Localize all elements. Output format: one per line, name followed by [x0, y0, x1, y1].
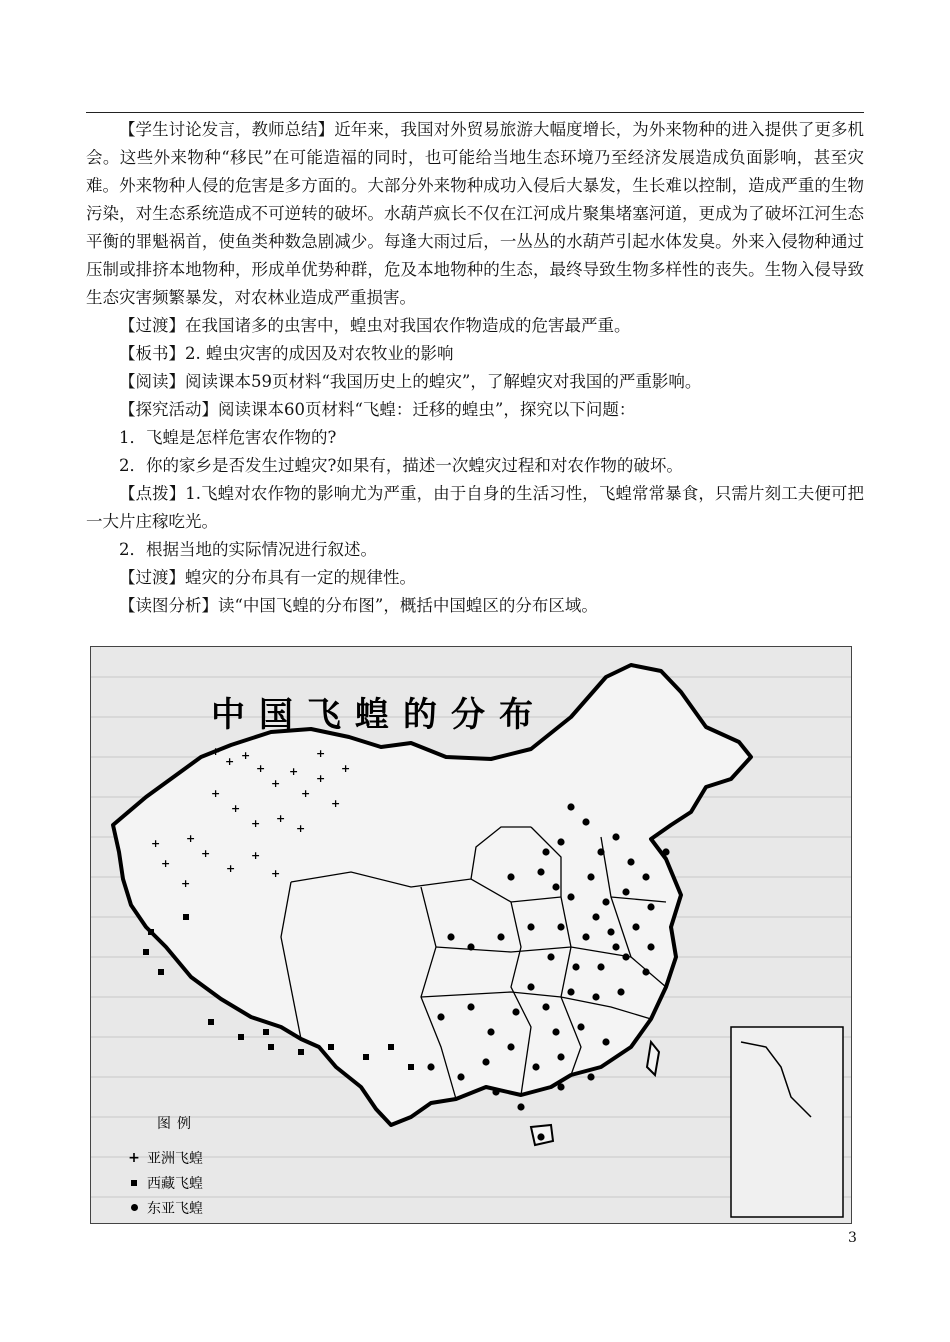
dot-marker	[597, 963, 604, 970]
dot-marker	[567, 893, 574, 900]
square-marker	[208, 1019, 214, 1025]
cross-marker: +	[331, 797, 341, 810]
square-marker	[238, 1034, 244, 1040]
paragraph-activity: 【探究活动】阅读课本60页材料“飞蝗：迁移的蝗虫”，探究以下问题：	[119, 400, 636, 419]
cross-icon: +	[128, 1149, 140, 1166]
square-marker	[388, 1044, 394, 1050]
taiwan-island	[647, 1042, 659, 1075]
paragraph-hint: 【点拨】1.飞蝗对农作物的影响尤为严重，由于自身的生活习性，飞蝗常常暴食，只需片刻工夫便可把一大片庄稼吃光。	[86, 484, 864, 531]
cross-marker: +	[201, 847, 211, 860]
paragraph-reading: 【阅读】阅读课本59页材料“我国历史上的蝗灾”，了解蝗灾对我国的严重影响。	[119, 372, 702, 391]
legend-label: 亚洲飞蝗	[147, 1150, 203, 1167]
dot-marker	[642, 968, 649, 975]
dot-marker	[552, 1028, 559, 1035]
dot-marker	[542, 848, 549, 855]
legend-title: 图例	[157, 1116, 197, 1132]
dot-marker	[597, 848, 604, 855]
body-text	[86, 116, 864, 620]
cross-marker: +	[316, 747, 326, 760]
dot-marker	[552, 883, 559, 890]
dot-marker	[617, 988, 624, 995]
square-marker	[363, 1054, 369, 1060]
cross-marker: +	[186, 832, 196, 845]
square-marker	[298, 1049, 304, 1055]
header-rule	[86, 112, 864, 113]
square-marker	[408, 1064, 414, 1070]
dot-marker	[487, 1028, 494, 1035]
dot-marker	[482, 1058, 489, 1065]
dot-marker	[632, 923, 639, 930]
cross-marker: +	[296, 822, 306, 835]
dot-marker	[447, 933, 454, 940]
cross-marker: +	[231, 802, 241, 815]
dot-marker	[587, 873, 594, 880]
square-marker	[148, 929, 154, 935]
dot-marker	[622, 888, 629, 895]
dot-marker	[557, 1083, 564, 1090]
cross-marker: +	[251, 817, 261, 830]
square-marker	[158, 969, 164, 975]
dot-marker	[457, 1073, 464, 1080]
dot-marker	[527, 923, 534, 930]
cross-marker: +	[211, 787, 221, 800]
dot-marker	[542, 1003, 549, 1010]
page-number: 3	[848, 1230, 857, 1246]
dot-marker	[602, 1038, 609, 1045]
dot-marker	[547, 953, 554, 960]
dot-marker	[557, 1053, 564, 1060]
dot-marker	[662, 848, 669, 855]
cross-marker: +	[181, 877, 191, 890]
dot-marker	[622, 953, 629, 960]
dot-marker	[602, 898, 609, 905]
cross-marker: +	[271, 777, 281, 790]
dot-marker	[647, 943, 654, 950]
map-title: 中国飞蝗的分布	[211, 695, 547, 735]
question-1: 1．飞蝗是怎样危害农作物的?	[119, 428, 337, 447]
cross-marker: +	[341, 762, 351, 775]
dot-marker	[557, 923, 564, 930]
dot-marker	[532, 1063, 539, 1070]
cross-marker: +	[151, 837, 161, 850]
question-2: 2．你的家乡是否发生过蝗灾?如果有，描述一次蝗灾过程和对农作物的破坏。	[119, 456, 683, 475]
legend-label: 西藏飞蝗	[147, 1175, 203, 1192]
dot-marker	[507, 1043, 514, 1050]
cross-marker: +	[316, 772, 326, 785]
cross-marker: +	[241, 749, 251, 762]
dot-marker	[592, 993, 599, 1000]
dot-marker	[537, 868, 544, 875]
dot-marker	[592, 913, 599, 920]
dot-marker	[642, 873, 649, 880]
cross-marker: +	[226, 862, 236, 875]
paragraph-board: 【板书】2. 蝗虫灾害的成因及对农牧业的影响	[119, 344, 454, 363]
dot-marker	[567, 988, 574, 995]
dot-marker	[517, 1103, 524, 1110]
dot-marker	[567, 803, 574, 810]
dot-marker	[607, 928, 614, 935]
paragraph-transition-2: 【过渡】蝗灾的分布具有一定的规律性。	[119, 568, 416, 587]
dot-marker	[582, 818, 589, 825]
map-legend	[121, 1113, 203, 1220]
legend-item-east-asian-locust	[121, 1195, 203, 1220]
dot-marker	[467, 1003, 474, 1010]
paragraph-map-analysis: 【读图分析】读“中国飞蝗的分布图”，概括中国蝗区的分布区域。	[119, 596, 598, 615]
dot-marker	[612, 943, 619, 950]
dot-marker	[612, 833, 619, 840]
dot-marker	[537, 1133, 544, 1140]
square-marker	[268, 1044, 274, 1050]
dot-marker	[497, 933, 504, 940]
square-icon	[121, 1180, 147, 1186]
dot-icon	[121, 1204, 147, 1211]
paragraph-summary: 【学生讨论发言，教师总结】近年来，我国对外贸易旅游大幅度增长，为外来物种的进入提供了更多机会。这些外来物种“移民”在可能造福的同时，也可能给当地生态环境乃至经济发展造成负面影响，甚至灾难。外来物种人侵的危害是多方面的。大部分外来物种成功入侵后大暴发，生长难以控制，造成严重的生物污染，对生态系统造成不可逆转的破坏。水葫芦疯长不仅在江河成片聚集堵塞河道，更成为了破坏江河生态平衡的罪魁祸首，使鱼类种数急剧减少。每逢大雨过后，一丛丛的水葫芦引起水体发臭。外来入侵物种通过压制或排挤本地物种，形成单优势种群，危及本地物种的生态，最终导致生物多样性的丧失。生物入侵导致生态灾害频繁暴发，对农林业造成严重损害。	[86, 120, 864, 307]
square-marker	[143, 949, 149, 955]
cross-marker: +	[256, 762, 266, 775]
dot-marker	[427, 1063, 434, 1070]
cross-marker: +	[301, 787, 311, 800]
dot-marker	[507, 873, 514, 880]
square-marker	[183, 914, 189, 920]
cross-marker: +	[161, 857, 171, 870]
dot-marker	[582, 933, 589, 940]
dot-marker	[492, 1088, 499, 1095]
dot-marker	[437, 1013, 444, 1020]
dot-marker	[557, 838, 564, 845]
dot-marker	[587, 1073, 594, 1080]
dot-marker	[577, 1023, 584, 1030]
cross-marker: +	[271, 867, 281, 880]
dot-marker	[467, 943, 474, 950]
dot-marker	[627, 858, 634, 865]
south-china-sea-inset	[731, 1027, 843, 1217]
dot-marker	[527, 983, 534, 990]
cross-marker: +	[251, 849, 261, 862]
dot-marker	[512, 1008, 519, 1015]
cross-marker: +	[276, 812, 286, 825]
locust-distribution-map	[90, 646, 852, 1224]
legend-item-asian-locust	[121, 1145, 203, 1170]
cross-marker: +	[225, 755, 235, 768]
paragraph-transition-1: 【过渡】在我国诸多的虫害中，蝗虫对我国农作物造成的危害最严重。	[119, 316, 631, 335]
dot-marker	[572, 963, 579, 970]
square-marker	[263, 1029, 269, 1035]
dot-marker	[647, 903, 654, 910]
hint-answer-2: 2．根据当地的实际情况进行叙述。	[119, 540, 377, 559]
cross-marker: +	[289, 765, 299, 778]
legend-label: 东亚飞蝗	[147, 1200, 203, 1217]
cross-marker: +	[211, 745, 221, 758]
square-marker	[328, 1044, 334, 1050]
legend-item-tibetan-locust	[121, 1170, 203, 1195]
